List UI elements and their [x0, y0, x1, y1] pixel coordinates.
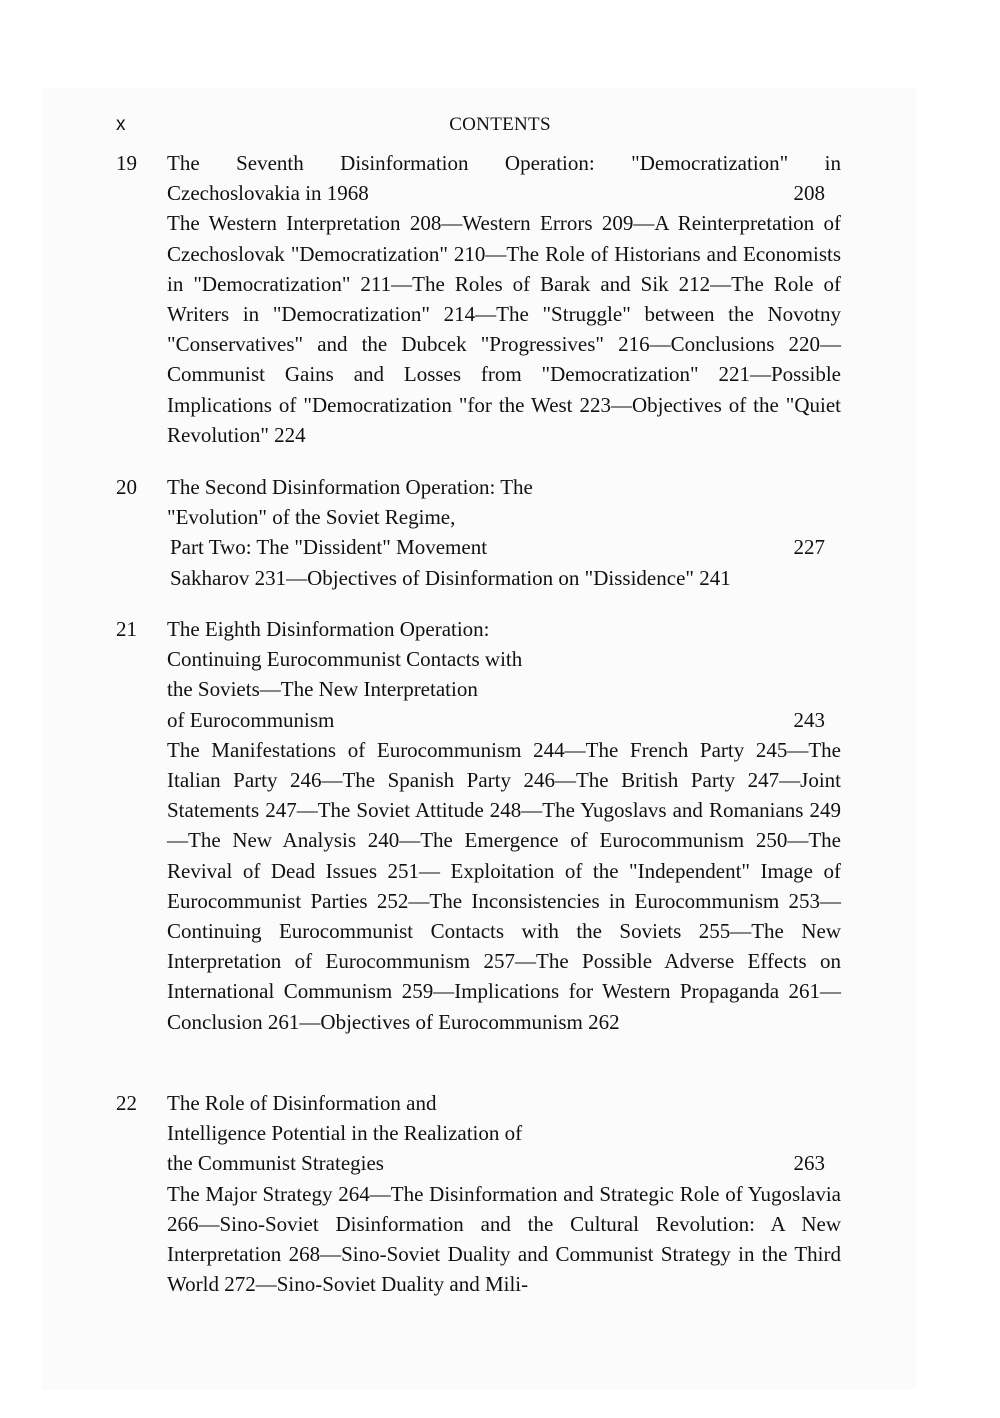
running-head: CONTENTS — [449, 114, 551, 135]
chapter-page-number: 227 — [793, 535, 825, 560]
chapter-page-number: 208 — [793, 181, 825, 206]
chapter-title-line: Czechoslovakia in 1968 — [167, 181, 369, 206]
chapter-summary: The Manifestations of Eurocommunism 244—The French Party 245—The Italian Party 246—The Spanish Party 246—The British Party 247—Joint Statements 247—The Soviet Attitude 248—The Yugoslavs and Romanians 249—The New Analysis 240—The Emergence of Eurocommunism 250—The Revival of Dead Issues 251— Exploitation of the "Independent" Image of Eurocommunist Parties 252—The Inconsistencies in Eurocommunism 253—Continuing Eurocommunist Contacts with the Soviets 255—The New Interpretation of Eurocommunism 257—The Possible Adverse Effects on International Communism 259—Implications for Western Propaganda 261—Conclusion 261—Objectives of Eurocommunism 262 — [167, 737, 841, 1034]
chapter-summary: The Major Strategy 264—The Disinformation and Strategic Role of Yugoslavia 266—Sino-Soviet Disinformation and the Cultural Revolution: A New Interpretation 268—Sino-Soviet Duality and Communist Strategy in the Third World 272—Sino-Soviet Duality and Mili- — [167, 1181, 841, 1297]
chapter-title-line: of Eurocommunism — [167, 707, 335, 732]
chapter-title-line: Continuing Eurocommunist Contacts with — [167, 647, 523, 672]
chapter-title-line: The Role of Disinformation and — [167, 1091, 437, 1115]
chapter-title-line: the Communist Strategies — [167, 1151, 384, 1176]
chapter-title-line: Part Two: The "Dissident" Movement — [170, 535, 488, 560]
page-header — [0, 114, 1000, 144]
chapter-title-line: The Eighth Disinformation Operation: — [167, 617, 490, 641]
chapter-summary: Sakharov 231—Objectives of Disinformation on "Dissidence" 241 — [170, 565, 731, 590]
chapter-21-entry — [116, 614, 841, 1037]
chapter-title-line: "Evolution" of the Soviet Regime, — [167, 505, 456, 530]
chapter-22-entry — [116, 1088, 841, 1299]
chapter-19-entry — [116, 148, 841, 450]
chapter-number: 19 — [116, 151, 137, 175]
chapter-number: 20 — [116, 475, 137, 499]
chapter-summary: The Western Interpretation 208—Western Errors 209—A Reinterpretation of Czechoslovak "Democratization" 210—The Role of Historians and Economists in "Democratization" 211—The Roles of Barak and Sik 212—The Role of Writers in "Democratization" 214—The "Struggle" between the Novotny "Conservatives" and the Dubcek "Progressives" 216—Conclusions 220—Communist Gains and Losses from "Democratization" 221—Possible Implications of "Democratization "for the West 223—Objectives of the "Quiet Revolution" 224 — [167, 211, 841, 447]
chapter-20-entry — [116, 472, 841, 593]
chapter-page-number: 263 — [793, 1151, 825, 1176]
chapter-title-line: the Soviets—The New Interpretation — [167, 677, 478, 702]
chapter-title-line: The Seventh Disinformation Operation: "Democratization" in — [167, 151, 841, 175]
chapter-number: 22 — [116, 1091, 137, 1115]
chapter-number: 21 — [116, 617, 137, 641]
chapter-title-line: The Second Disinformation Operation: The — [167, 475, 533, 499]
chapter-page-number: 243 — [793, 707, 825, 732]
page-number: x — [116, 114, 126, 135]
chapter-title-line: Intelligence Potential in the Realization of — [167, 1121, 523, 1146]
